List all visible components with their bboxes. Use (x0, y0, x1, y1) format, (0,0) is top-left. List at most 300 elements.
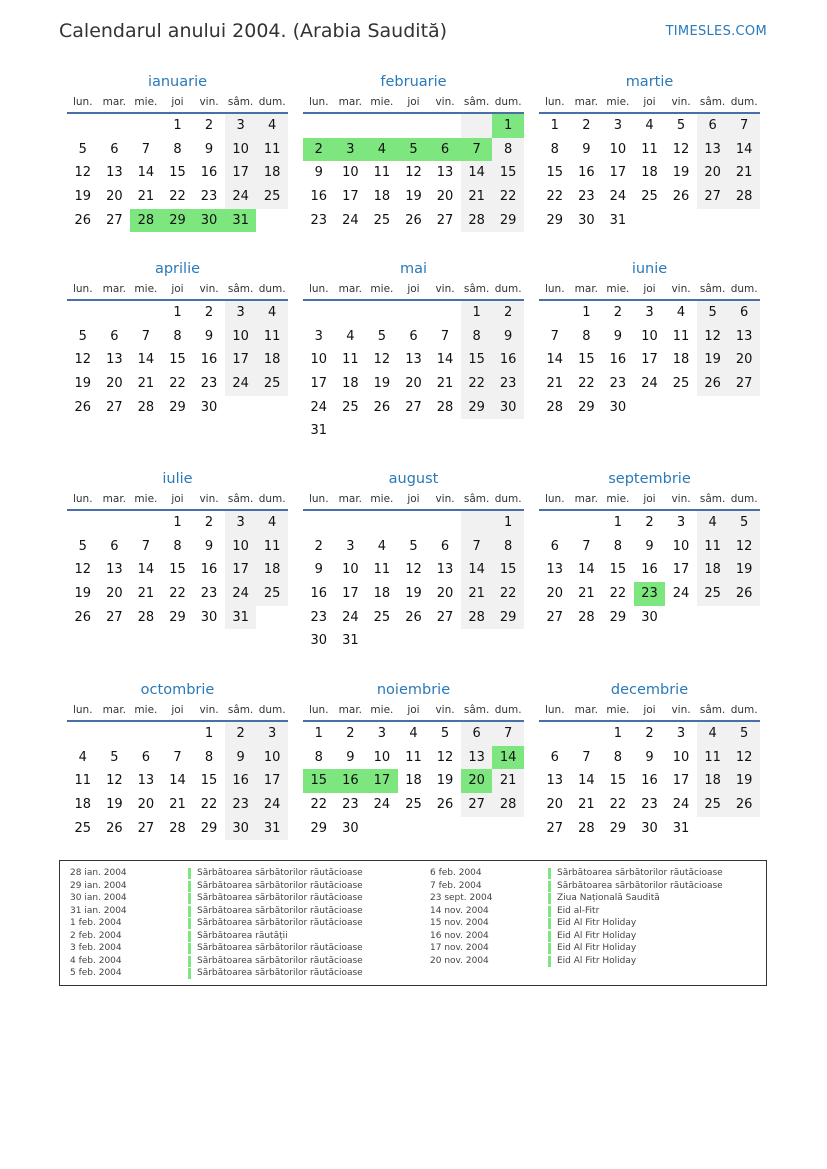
day-cell: 22 (492, 582, 524, 606)
day-cell: 28 (546, 399, 564, 415)
legend-date: 2 feb. 2004 (70, 930, 122, 941)
week-row (303, 746, 524, 770)
day-cell: 16 (200, 562, 218, 578)
day-cell: 23 (634, 582, 666, 606)
day-cell: 30 (641, 609, 658, 625)
legend-holiday-name: Eid Al Fitr Holiday (557, 955, 637, 966)
holiday-marker (548, 943, 551, 954)
day-cell (256, 606, 288, 630)
day-cell: 25 (74, 820, 92, 836)
week-row (539, 114, 760, 138)
week-row (303, 769, 524, 793)
day-cell: 3 (377, 726, 387, 741)
day-cell: 21 (492, 769, 524, 793)
weekday-label: vin. (199, 283, 219, 295)
legend-row (70, 917, 363, 930)
day-cell: 10 (225, 325, 257, 349)
weekday-label: dum. (494, 283, 522, 295)
legend-row (430, 880, 723, 893)
day-cell: 22 (546, 189, 564, 205)
legend-row (430, 905, 723, 918)
week-row (539, 746, 760, 770)
day-cell (461, 817, 493, 841)
day-cell: 2 (204, 515, 214, 530)
day-cell (335, 419, 367, 443)
day-cell: 2 (645, 726, 654, 741)
day-cell: 25 (342, 399, 359, 415)
month-martie (539, 72, 760, 232)
weekday-label: joi (643, 96, 656, 108)
legend-holiday-name: Sărbătoarea sărbătorilor răutăcioase (197, 868, 363, 878)
legend-row (430, 917, 723, 930)
weekday-label: joi (407, 704, 420, 716)
month-name: iulie (162, 471, 193, 487)
day-cell (366, 419, 398, 443)
day-cell: 4 (256, 511, 288, 535)
day-cell: 7 (582, 749, 591, 765)
day-cell: 6 (728, 301, 760, 325)
day-cell: 13 (405, 352, 422, 368)
day-cell: 18 (405, 773, 422, 789)
day-cell: 20 (697, 161, 729, 185)
legend-holiday-name: Eid al-Fitr (557, 905, 600, 916)
day-cell: 19 (74, 376, 92, 392)
day-cell: 18 (697, 769, 729, 793)
day-cell: 24 (256, 793, 288, 817)
day-cell: 7 (173, 749, 182, 765)
day-cell: 10 (342, 562, 359, 578)
day-cell: 28 (169, 820, 186, 836)
day-cell: 16 (335, 769, 367, 793)
day-cell: 28 (578, 609, 595, 625)
day-cell: 1 (173, 305, 182, 320)
day-cell: 19 (405, 189, 422, 205)
day-cell: 31 (672, 820, 690, 836)
day-cell: 5 (110, 749, 119, 765)
day-cell: 12 (106, 773, 123, 789)
weekday-label: dum. (730, 493, 758, 505)
day-cell: 25 (672, 376, 690, 392)
day-cell: 12 (672, 141, 690, 157)
weekday-label: mar. (102, 283, 127, 295)
week-row (539, 209, 760, 233)
day-cell: 4 (256, 301, 288, 325)
day-cell: 19 (373, 376, 391, 392)
week-row (539, 817, 760, 841)
day-cell: 5 (697, 301, 729, 325)
day-cell: 25 (256, 582, 288, 606)
week-row (303, 396, 524, 420)
day-cell: 29 (492, 209, 524, 233)
day-cell: 25 (256, 185, 288, 209)
day-cell (99, 722, 131, 746)
day-cell: 27 (461, 793, 493, 817)
day-cell (571, 511, 603, 535)
week-row (303, 535, 524, 559)
weekday-label: mie. (370, 283, 394, 295)
legend-date: 16 nov. 2004 (430, 930, 489, 941)
week-row (67, 301, 288, 325)
day-cell (99, 511, 131, 535)
day-cell (461, 629, 493, 653)
legend-date: 30 ian. 2004 (70, 893, 127, 903)
day-cell: 14 (169, 773, 186, 789)
day-cell: 30 (492, 396, 524, 420)
day-cell: 14 (546, 352, 564, 368)
day-cell: 15 (546, 165, 564, 181)
month-mai (303, 259, 524, 443)
day-cell: 12 (728, 535, 760, 559)
month-name: septembrie (608, 471, 691, 487)
day-cell (398, 301, 430, 325)
weekday-label: mie. (606, 283, 630, 295)
day-cell: 4 (256, 114, 288, 138)
weekday-label: dum. (494, 704, 522, 716)
day-cell: 25 (373, 609, 391, 625)
day-cell: 12 (74, 165, 92, 181)
month-name: iunie (631, 261, 668, 277)
day-cell: 22 (578, 376, 595, 392)
weekday-label: lun. (72, 96, 93, 108)
week-row (303, 793, 524, 817)
day-cell: 14 (492, 746, 524, 770)
weekday-label: mie. (606, 704, 630, 716)
day-cell: 26 (74, 609, 92, 625)
week-row (539, 582, 760, 606)
day-cell: 24 (641, 376, 658, 392)
day-cell (461, 511, 493, 535)
legend-row (70, 930, 363, 943)
day-cell: 17 (310, 376, 328, 392)
month-august (303, 469, 524, 653)
day-cell (366, 301, 398, 325)
day-cell: 23 (225, 793, 257, 817)
day-cell: 2 (225, 722, 257, 746)
weekday-label: mar. (338, 493, 363, 505)
weekday-label: vin. (199, 96, 219, 108)
day-cell: 29 (609, 820, 627, 836)
day-cell: 27 (436, 212, 454, 228)
day-cell: 15 (169, 562, 186, 578)
day-cell: 25 (373, 212, 391, 228)
holiday-marker (548, 906, 551, 917)
day-cell: 17 (641, 352, 658, 368)
day-cell: 1 (550, 118, 559, 133)
weekday-header (67, 92, 288, 114)
day-cell: 20 (461, 769, 493, 793)
legend-date: 1 feb. 2004 (70, 918, 122, 928)
week-row (67, 746, 288, 770)
day-cell: 19 (436, 773, 454, 789)
day-cell: 20 (546, 797, 564, 813)
legend-holiday-name: Eid Al Fitr Holiday (557, 943, 637, 953)
day-cell (461, 419, 493, 443)
weekday-label: mar. (102, 96, 127, 108)
day-cell: 13 (436, 165, 454, 181)
day-cell: 6 (550, 538, 559, 554)
day-cell: 1 (613, 515, 623, 530)
weekday-header (539, 92, 760, 114)
weekday-label: joi (171, 96, 184, 108)
day-cell (335, 301, 367, 325)
day-cell: 28 (436, 399, 454, 415)
day-cell: 29 (578, 399, 595, 415)
day-cell: 31 (609, 212, 627, 228)
day-cell: 8 (173, 141, 182, 157)
week-row (67, 582, 288, 606)
weekday-label: mar. (574, 493, 599, 505)
weekday-header (67, 279, 288, 301)
weekday-header (67, 700, 288, 722)
day-cell (728, 817, 760, 841)
day-cell: 31 (225, 606, 257, 630)
weekday-label: dum. (494, 493, 522, 505)
day-cell: 23 (492, 372, 524, 396)
weekday-label: vin. (671, 493, 691, 505)
day-cell (539, 301, 571, 325)
month-noiembrie (303, 680, 524, 840)
day-cell: 21 (578, 586, 595, 602)
day-cell: 30 (193, 209, 225, 233)
legend-row (70, 905, 363, 918)
weekday-label: mie. (370, 493, 394, 505)
day-cell: 27 (546, 820, 564, 836)
day-cell: 20 (106, 189, 123, 205)
weekday-label: lun. (308, 493, 329, 505)
legend-date: 15 nov. 2004 (430, 918, 489, 928)
week-row (303, 114, 524, 138)
legend-date: 6 feb. 2004 (430, 868, 482, 878)
day-cell: 30 (225, 817, 257, 841)
day-cell (429, 817, 461, 841)
day-cell (429, 511, 461, 535)
weekday-label: mie. (370, 96, 394, 108)
weekday-label: lun. (308, 704, 329, 716)
day-cell: 24 (225, 185, 257, 209)
weekday-label: mar. (574, 283, 599, 295)
legend-holiday-name: Sărbătoarea sărbătorilor răutăcioase (197, 905, 363, 916)
week-row (67, 511, 288, 535)
day-cell (130, 511, 162, 535)
day-cell: 11 (405, 749, 422, 765)
site-link[interactable]: TIMESLES.COM (665, 24, 767, 39)
weekday-label: sâm. (463, 704, 490, 716)
holiday-marker (188, 906, 191, 917)
day-cell (492, 629, 524, 653)
day-cell: 10 (373, 749, 391, 765)
day-cell: 9 (314, 562, 323, 578)
weekday-label: sâm. (227, 493, 254, 505)
week-row (67, 138, 288, 162)
day-cell: 23 (200, 189, 218, 205)
week-row (303, 372, 524, 396)
day-cell: 26 (74, 399, 92, 415)
day-cell: 18 (342, 376, 359, 392)
week-row (303, 209, 524, 233)
day-cell: 18 (74, 797, 92, 813)
day-cell: 7 (461, 138, 493, 162)
day-cell: 19 (672, 165, 690, 181)
day-cell: 7 (141, 328, 151, 344)
weekday-label: mie. (134, 493, 158, 505)
week-row (303, 722, 524, 746)
day-cell: 17 (225, 558, 257, 582)
month-name: februarie (380, 74, 447, 90)
day-cell: 5 (728, 511, 760, 535)
legend-column-left (70, 867, 363, 980)
month-octombrie (67, 680, 288, 840)
day-cell: 10 (641, 328, 658, 344)
day-cell: 18 (256, 558, 288, 582)
day-cell: 2 (613, 305, 623, 320)
day-cell: 15 (609, 562, 627, 578)
day-cell: 11 (641, 141, 658, 157)
weekday-label: joi (171, 704, 184, 716)
day-cell: 7 (440, 328, 450, 344)
day-cell: 21 (169, 797, 186, 813)
day-cell: 8 (173, 538, 182, 554)
month-name: martie (625, 74, 674, 90)
month-septembrie (539, 469, 760, 629)
weekday-label: sâm. (463, 493, 490, 505)
legend-row (430, 930, 723, 943)
week-row (539, 348, 760, 372)
day-cell: 10 (609, 141, 627, 157)
day-cell: 16 (225, 769, 257, 793)
day-cell: 30 (641, 820, 658, 836)
day-cell: 16 (200, 352, 218, 368)
week-row (539, 396, 760, 420)
weekday-label: vin. (671, 96, 691, 108)
weekday-label: lun. (544, 704, 565, 716)
weekday-label: joi (643, 283, 656, 295)
day-cell (697, 396, 729, 420)
day-cell: 12 (74, 352, 92, 368)
day-cell: 9 (314, 165, 323, 181)
day-cell: 5 (398, 138, 430, 162)
day-cell: 28 (461, 209, 493, 233)
day-cell: 29 (310, 820, 328, 836)
week-row (303, 606, 524, 630)
day-cell: 4 (697, 722, 729, 746)
day-cell: 2 (303, 138, 335, 162)
day-cell: 19 (697, 348, 729, 372)
day-cell (429, 629, 461, 653)
day-cell: 12 (74, 562, 92, 578)
day-cell: 8 (204, 749, 214, 765)
legend-row (430, 942, 723, 955)
day-cell: 21 (728, 161, 760, 185)
day-cell: 18 (641, 165, 658, 181)
legend-date: 14 nov. 2004 (430, 905, 489, 916)
day-cell: 2 (492, 301, 524, 325)
day-cell: 29 (461, 396, 493, 420)
day-cell: 10 (672, 538, 690, 554)
day-cell (335, 511, 367, 535)
day-cell: 26 (728, 582, 760, 606)
day-cell: 3 (225, 511, 257, 535)
day-cell: 10 (672, 749, 690, 765)
day-cell (256, 209, 288, 233)
day-cell: 26 (728, 793, 760, 817)
day-cell: 2 (314, 538, 323, 554)
week-row (539, 511, 760, 535)
day-cell (366, 629, 398, 653)
weekday-label: sâm. (227, 704, 254, 716)
day-cell: 3 (314, 328, 323, 344)
day-cell: 29 (609, 609, 627, 625)
weekday-label: lun. (544, 96, 565, 108)
day-cell: 26 (672, 189, 690, 205)
weekday-header (67, 489, 288, 511)
week-row (539, 301, 760, 325)
day-cell: 16 (200, 165, 218, 181)
legend-date: 3 feb. 2004 (70, 943, 122, 953)
day-cell: 7 (492, 722, 524, 746)
day-cell: 6 (110, 141, 119, 157)
day-cell (697, 817, 729, 841)
day-cell: 20 (436, 586, 454, 602)
day-cell: 5 (676, 118, 686, 133)
day-cell: 5 (377, 328, 387, 344)
day-cell: 17 (342, 586, 359, 602)
day-cell: 16 (492, 348, 524, 372)
day-cell: 8 (582, 328, 591, 344)
day-cell (99, 301, 131, 325)
day-cell: 10 (256, 746, 288, 770)
day-cell: 13 (728, 325, 760, 349)
day-cell: 25 (697, 582, 729, 606)
holiday-marker (548, 956, 551, 967)
day-cell: 23 (609, 376, 627, 392)
week-row (67, 161, 288, 185)
day-cell (67, 511, 99, 535)
weekday-label: sâm. (463, 96, 490, 108)
day-cell: 22 (169, 586, 186, 602)
day-cell: 25 (405, 797, 422, 813)
day-cell (461, 114, 493, 138)
week-row (539, 793, 760, 817)
month-name: aprilie (154, 261, 201, 277)
weekday-label: mie. (606, 96, 630, 108)
day-cell: 18 (697, 558, 729, 582)
day-cell: 26 (697, 372, 729, 396)
weekday-label: sâm. (463, 283, 490, 295)
weekday-label: dum. (258, 493, 286, 505)
day-cell: 20 (436, 189, 454, 205)
week-row (67, 558, 288, 582)
day-cell: 9 (492, 325, 524, 349)
day-cell (256, 396, 288, 420)
day-cell: 29 (162, 209, 194, 233)
day-cell (366, 817, 398, 841)
weekday-label: dum. (494, 96, 522, 108)
day-cell: 5 (78, 141, 87, 157)
day-cell: 7 (141, 538, 151, 554)
legend-date: 4 feb. 2004 (70, 955, 122, 966)
month-name: ianuarie (147, 74, 208, 90)
legend-row (430, 892, 723, 905)
weekday-label: mar. (338, 96, 363, 108)
week-row (303, 629, 524, 653)
weekday-label: sâm. (699, 283, 726, 295)
day-cell: 16 (641, 773, 658, 789)
day-cell (571, 722, 603, 746)
week-row (67, 535, 288, 559)
day-cell: 18 (373, 189, 391, 205)
day-cell (398, 511, 430, 535)
holiday-legend (59, 860, 767, 986)
